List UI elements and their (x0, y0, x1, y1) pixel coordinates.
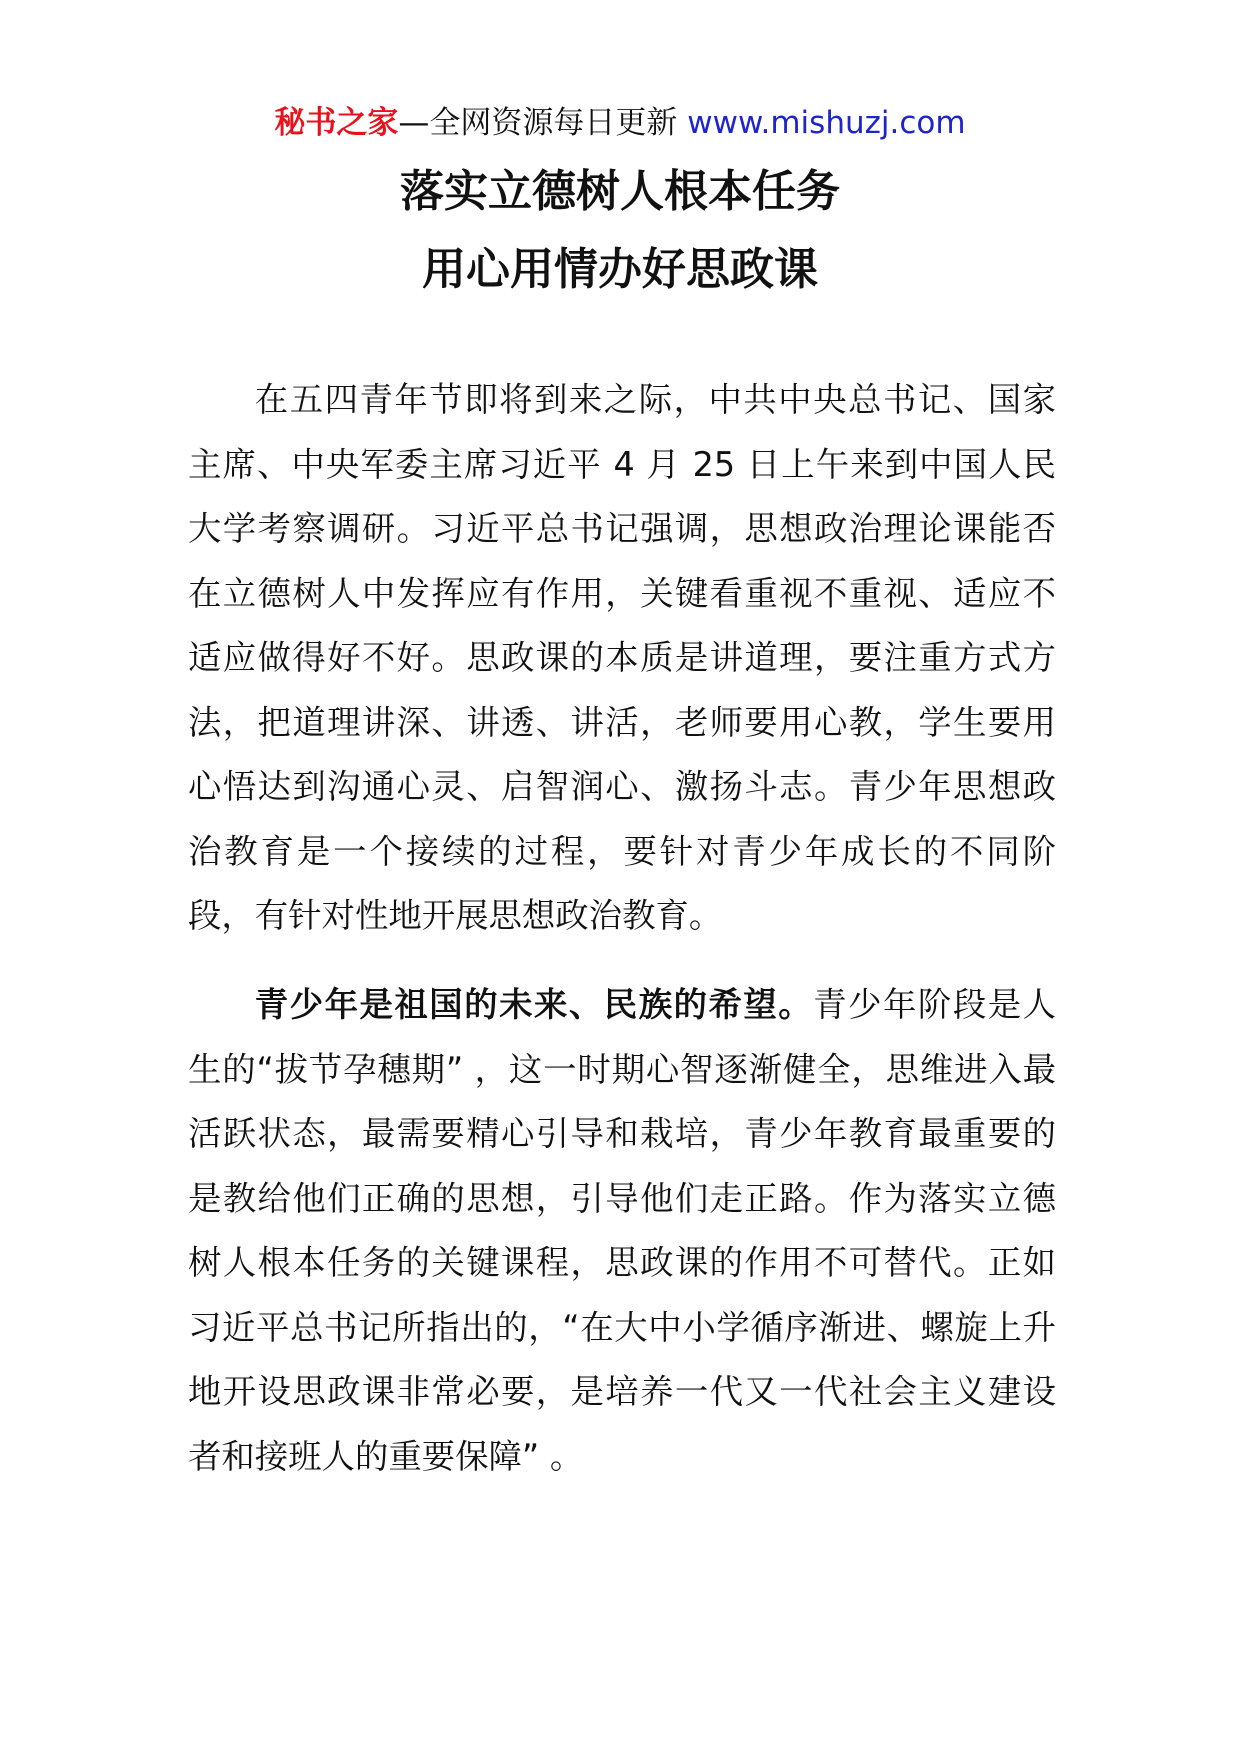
paragraph-2-lead: 青少年是祖国的未来、民族的希望。 (254, 985, 814, 1024)
paragraph-2-body: 青少年阶段是人生的“拔节孕穗期” ，这一时期心智逐渐健全，思维进入最活跃状态，最需要精心引导和栽培，青少年教育最重要的是教给他们正确的思想，引导他们走正路。作为落实立德树人根本任务的关键课程，思政课的作用不可替代。正如习近平总书记所指出的，“在大中小学循序渐进、螺旋上升地开设思政课非常必要，是培养一代又一代社会主义建设者和接班人的重要保障” 。 (188, 985, 1057, 1476)
document-title-line-2: 用心用情办好思政课 (422, 244, 818, 295)
header-tagline: —全网资源每日更新 (398, 105, 688, 141)
site-header (0, 100, 1240, 146)
paragraph-2-block (188, 973, 1056, 1489)
document-title-line-1: 落实立德树人根本任务 (400, 166, 840, 217)
site-url-link[interactable]: www.mishuzj.com (687, 105, 966, 141)
paragraph-2 (188, 973, 1056, 1489)
paragraph-1-block (188, 368, 1056, 949)
brand-name: 秘书之家 (274, 105, 399, 141)
paragraph-1: 在五四青年节即将到来之际，中共中央总书记、国家主席、中央军委主席习近平 4 月 25 日上午来到中国人民大学考察调研。习近平总书记强调，思想政治理论课能否在立德树人中发挥应有作用，关键看重视不重视、适应不适应做得好不好。思政课的本质是讲道理，要注重方式方法，把道理讲深、讲透、讲活，老师要用心教，学生要用心悟达到沟通心灵、启智润心、激扬斗志。青少年思想政治教育是一个接续的过程，要针对青少年成长的不同阶段，有针对性地开展思想政治教育。 (188, 380, 1056, 935)
